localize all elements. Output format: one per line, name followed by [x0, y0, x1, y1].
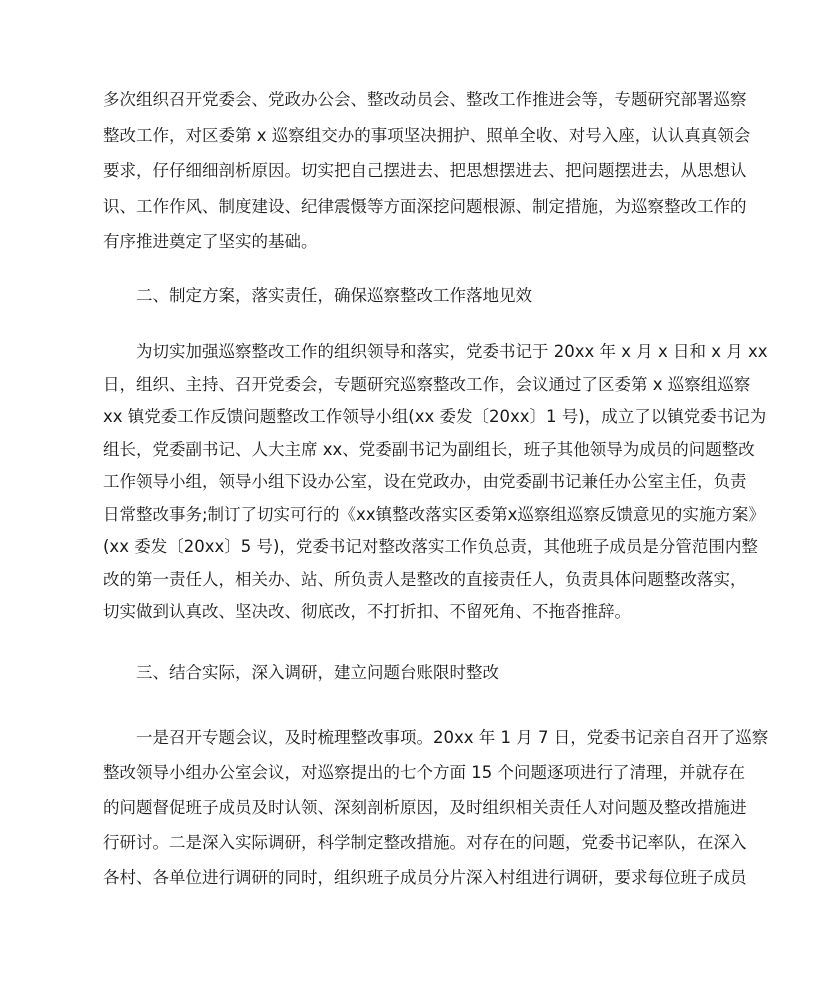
paragraph-line: 各村、各单位进行调研的同时，组织班子成员分片深入村组进行调研，要求每位班子成员 — [103, 868, 747, 887]
paragraph-line: 整改领导小组办公室会议，对巡察提出的七个方面 15 个问题逐项进行了清理，并就存在 — [103, 763, 745, 782]
paragraph-line: (xx 委发〔20xx〕5 号)，党委书记对整改落实工作负总责，其他班子成员是分管范围内整 — [103, 537, 758, 556]
paragraph-line: 日常整改事务;制订了切实可行的《xx镇整改落实区委第x巡察组巡察反馈意见的实施方案》 — [103, 504, 765, 524]
paragraph-line: 一是召开专题会议，及时梳理整改事项。20xx 年 1 月 7 日，党委书记亲自召开了巡察 — [136, 728, 769, 747]
paragraph-line: 改的第一责任人，相关办、站、所负责人是整改的直接责任人，负责具体问题整改落实， — [103, 569, 747, 589]
paragraph-line: 切实做到认真改、坚决改、彻底改，不打折扣、不留死角、不拖沓推辞。 — [103, 602, 631, 621]
paragraph-line: xx 镇党委工作反馈问题整改工作领导小组(xx 委发〔20xx〕1 号)，成立了以镇党委书记为 — [103, 407, 767, 426]
paragraph-line: 日，组织、主持、召开党委会，专题研究巡察整改工作，会议通过了区委第 x 巡察组巡察 — [103, 374, 751, 394]
paragraph-line: 工作领导小组，领导小组下设办公室，设在党政办，由党委副书记兼任办公室主任，负责 — [103, 472, 747, 491]
section-heading: 二、制定方案，落实责任，确保巡察整改工作落地见效 — [136, 286, 532, 305]
paragraph-line: 识、工作作风、制度建设、纪律震慑等方面深挖问题根源、制定措施，为巡察整改工作的 — [103, 196, 747, 216]
paragraph-line: 行研讨。二是深入实际调研，科学制定整改措施。对存在的问题，党委书记率队，在深入 — [103, 833, 747, 852]
paragraph-line: 为切实加强巡察整改工作的组织领导和落实，党委书记于 20xx 年 x 月 x 日和 x 月 xx — [136, 342, 768, 361]
paragraph-line: 要求，仔仔细细剖析原因。切实把自己摆进去、把思想摆进去、把问题摆进去，从思想认 — [103, 161, 747, 180]
paragraph-line: 多次组织召开党委会、党政办公会、整改动员会、整改工作推进会等，专题研究部署巡察 — [103, 90, 747, 109]
paragraph-line: 整改工作，对区委第 x 巡察组交办的事项坚决拥护、照单全收、对号入座，认认真真领会 — [103, 125, 751, 145]
paragraph-line: 的问题督促班子成员及时认领、深刻剖析原因，及时组织相关责任人对问题及整改措施进 — [103, 798, 747, 817]
paragraph-line: 组长，党委副书记、人大主席 xx、党委副书记为副组长，班子其他领导为成员的问题整改 — [103, 439, 755, 459]
paragraph-line: 有序推进奠定了坚实的基础。 — [103, 232, 318, 251]
section-heading: 三、结合实际，深入调研，建立问题台账限时整改 — [136, 663, 499, 682]
